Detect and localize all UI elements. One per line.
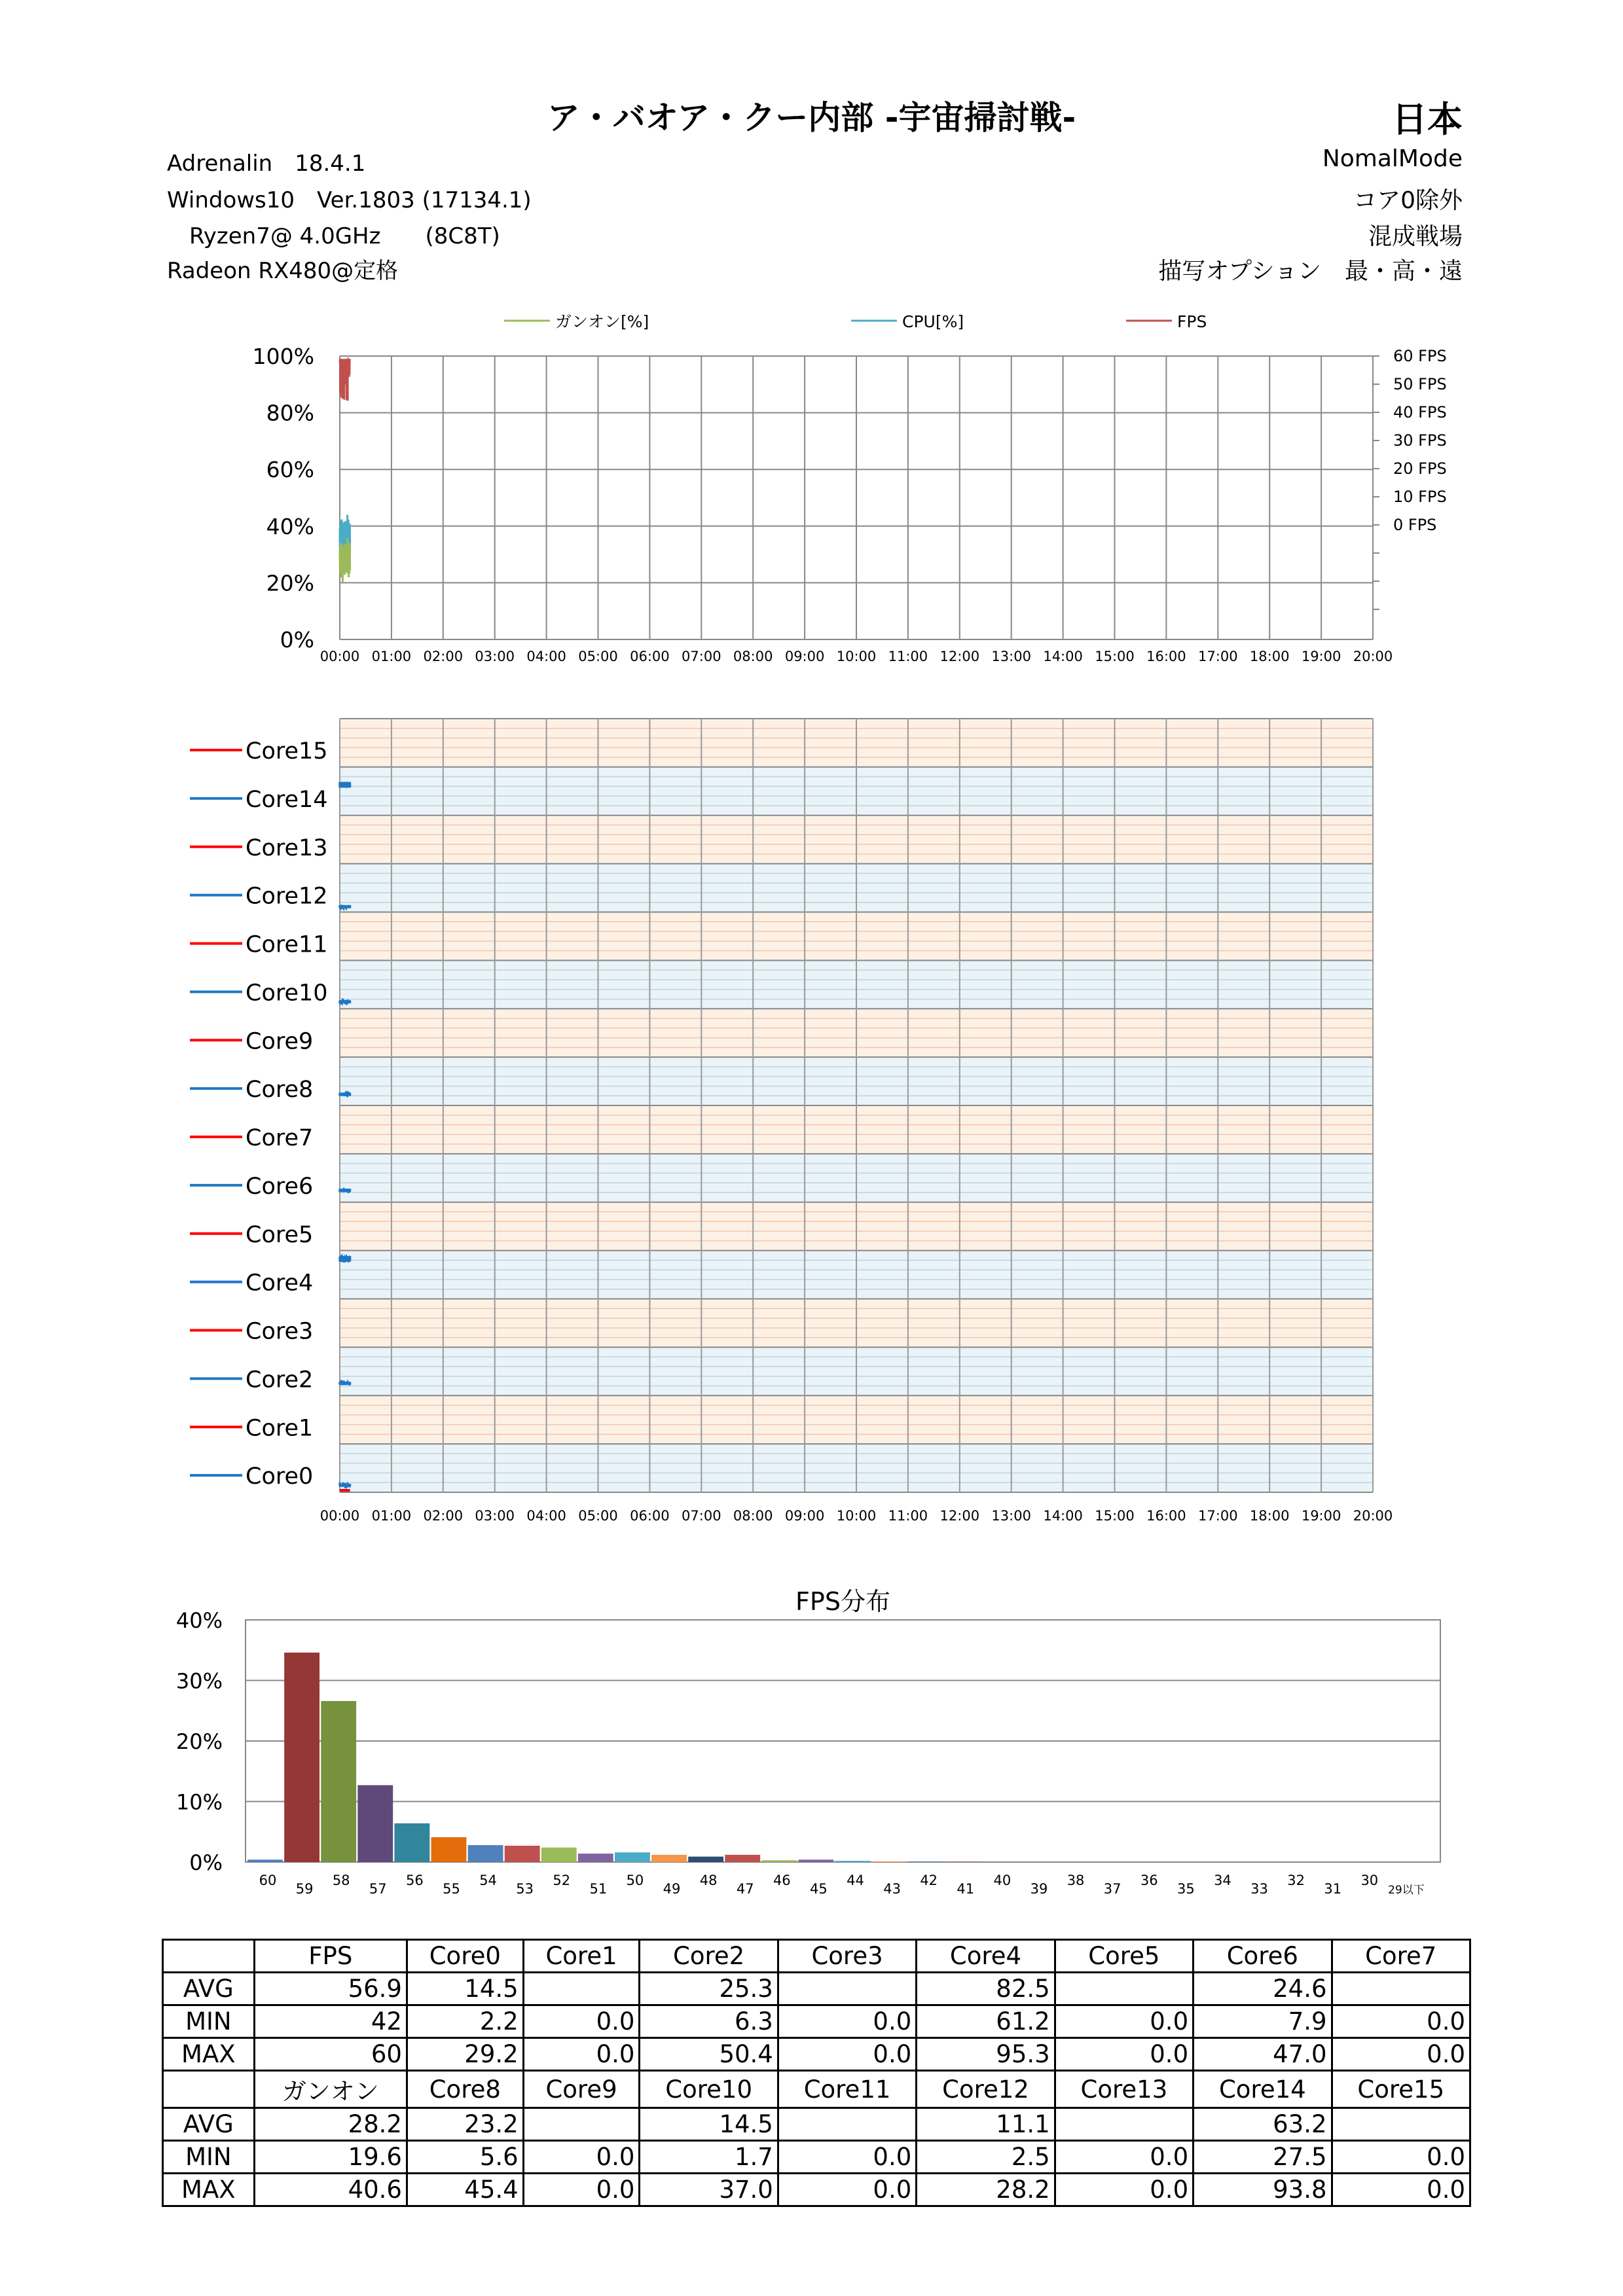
stats-cell: 0.0 [523,2174,640,2206]
stats-row-label: AVG [163,1973,255,2005]
core-x-tick-label: 19:00 [1301,1508,1341,1524]
core-x-tick-label: 13:00 [991,1508,1031,1524]
fps-bar-47 [725,1855,760,1862]
stats-cell [523,1973,640,2005]
dist-x-tick-label: 50 [626,1873,644,1888]
x-tick-label: 16:00 [1146,649,1186,664]
y-tick-label: 100% [252,344,314,369]
stats-column-header: Core11 [778,2071,916,2108]
core-label: Core9 [246,1028,314,1055]
stats-cell: 0.0 [1055,2038,1193,2071]
stats-cell: 63.2 [1194,2108,1332,2141]
dist-x-tick-label: 54 [479,1873,497,1888]
x-tick-label: 08:00 [733,649,773,664]
fps-tick-label: 30 FPS [1393,431,1447,450]
stats-cell: 0.0 [778,2174,916,2206]
fps-tick-label: 50 FPS [1393,375,1447,393]
stats-cell: 56.9 [254,1973,407,2005]
stats-cell: 42 [254,2005,407,2038]
stats-cell: 0.0 [1055,2141,1193,2174]
core6-line [340,1189,350,1192]
stats-row-label: MIN [163,2141,255,2174]
stats-cell: 0.0 [1332,2141,1470,2174]
stats-cell: 37.0 [640,2174,778,2206]
dist-y-tick-label: 40% [175,1608,223,1633]
core-x-tick-label: 08:00 [733,1508,773,1524]
render-options-label: 描写オプション 最・高・遠 [1158,258,1463,285]
core-label: Core15 [246,738,328,765]
stats-cell: 82.5 [917,1973,1055,2005]
fps-tick-label: 20 FPS [1393,459,1447,478]
stats-cell: 14.5 [640,2108,778,2141]
stats-row-label: MAX [163,2174,255,2206]
dist-x-tick-label: 51 [589,1881,608,1897]
dist-x-tick-label: 49 [663,1881,681,1897]
stats-cell: 24.6 [1194,1973,1332,2005]
stats-row [163,1973,1470,2005]
dist-x-tick-label: 31 [1324,1881,1342,1897]
core-x-tick-label: 05:00 [578,1508,618,1524]
core-x-tick-label: 01:00 [371,1508,412,1524]
dist-x-tick-label: 39 [1030,1881,1048,1897]
stats-cell: 2.2 [407,2005,523,2038]
stats-cell: 0.0 [778,2141,916,2174]
mode-label: NomalMode [1322,145,1463,172]
game-usage-line [340,538,350,582]
fps-bar-50 [615,1852,650,1862]
core-exclusion-label: コア0除外 [1353,187,1463,214]
x-tick-label: 05:00 [578,649,618,664]
fps-bar-46 [761,1860,797,1862]
dist-x-tick-label: 34 [1214,1873,1231,1888]
core-label: Core8 [246,1077,314,1103]
core-label: Core14 [246,786,328,813]
stats-cell: 0.0 [778,2005,916,2038]
stats-cell: 28.2 [254,2108,407,2141]
dist-x-tick-label: 46 [773,1873,791,1888]
stats-row [163,2108,1470,2141]
core-label: Core1 [246,1415,314,1442]
core-x-tick-label: 12:00 [939,1508,980,1524]
stats-cell: 0.0 [1332,2174,1470,2206]
core-label: Core6 [246,1173,314,1200]
dist-x-tick-label: 32 [1287,1873,1305,1888]
core-label: Core2 [246,1367,314,1393]
battle-type-label: 混成戦場 [1368,223,1463,250]
dist-x-tick-label: 43 [883,1881,901,1897]
driver-version: Adrenalin 18.4.1 [167,151,366,177]
x-tick-label: 12:00 [939,649,980,664]
stats-cell: 23.2 [407,2108,523,2141]
x-tick-label: 03:00 [475,649,515,664]
x-tick-label: 13:00 [991,649,1031,664]
fps-bar-53 [505,1846,540,1862]
page-title: ア・バオア・クー内部 -宇宙掃討戦- [547,99,1076,137]
dist-x-tick-label: 53 [516,1881,534,1897]
dist-x-tick-label: 56 [406,1873,424,1888]
stats-cell: 0.0 [1332,2005,1470,2038]
dist-x-tick-label: 33 [1250,1881,1268,1897]
x-tick-label: 11:00 [888,649,928,664]
fps-bar-52 [541,1848,577,1862]
stats-row [163,2141,1470,2174]
stats-cell: 95.3 [917,2038,1055,2071]
stats-table [162,1939,1471,2207]
stats-column-header: Core0 [407,1940,523,1973]
y-tick-label: 40% [266,513,314,539]
stats-cell: 0.0 [523,2005,640,2038]
core14-line [340,782,350,788]
fps-tick-label: 40 FPS [1393,403,1447,422]
core-x-tick-label: 15:00 [1095,1508,1135,1524]
core12-line [340,905,350,908]
dist-x-tick-label: 41 [957,1881,975,1897]
x-tick-label: 04:00 [526,649,566,664]
fps-bar-44 [835,1861,871,1862]
dist-x-tick-label: 44 [847,1873,864,1888]
stats-row-label: MAX [163,2038,255,2071]
core-label: Core11 [246,931,328,958]
stats-cell: 1.7 [640,2141,778,2174]
fps-bar-49 [651,1855,687,1862]
x-tick-label: 07:00 [682,649,721,664]
dist-x-tick-label: 59 [295,1881,314,1897]
dist-y-tick-label: 20% [175,1729,223,1754]
core-x-tick-label: 07:00 [682,1508,721,1524]
dist-y-tick-label: 30% [175,1668,223,1694]
stats-cell: 29.2 [407,2038,523,2071]
fps-bar-48 [688,1857,723,1862]
stats-row [163,2038,1470,2071]
stats-cell [523,2108,640,2141]
stats-column-header: Core2 [640,1940,778,1973]
dist-x-tick-label: 55 [443,1881,460,1897]
dist-x-tick-label: 52 [553,1873,571,1888]
dist-x-tick-label: 58 [332,1873,350,1888]
dist-x-tick-label: 48 [699,1873,718,1888]
stats-cell: 6.3 [640,2005,778,2038]
stats-cell: 11.1 [917,2108,1055,2141]
core-x-tick-label: 04:00 [526,1508,566,1524]
dist-x-tick-label: 60 [259,1873,277,1888]
legend-label: ガンオン[%] [555,312,649,331]
stats-cell: 7.9 [1194,2005,1332,2038]
core-x-tick-label: 03:00 [475,1508,515,1524]
dist-x-tick-label: 57 [369,1881,387,1897]
legend-label: CPU[%] [902,312,964,331]
dist-x-tick-label: 35 [1176,1881,1195,1897]
fps-bar-55 [431,1837,467,1862]
stats-cell: 93.8 [1194,2174,1332,2206]
stats-column-header: Core5 [1055,1940,1193,1973]
stats-cell: 28.2 [917,2174,1055,2206]
stats-header-row [163,1940,1470,1973]
stats-cell: 14.5 [407,1973,523,2005]
core10-line [340,1000,350,1003]
x-tick-label: 19:00 [1301,649,1341,664]
stats-cell [778,1973,916,2005]
stats-column-header: Core6 [1194,1940,1332,1973]
fps-line [340,359,350,401]
cpu-spec: Ryzen7@ 4.0GHz (8C8T) [167,223,500,249]
stats-cell: 0.0 [523,2141,640,2174]
dist-x-tick-label: 37 [1103,1881,1122,1897]
stats-column-header: Core14 [1194,2071,1332,2108]
core-label: Core4 [246,1270,314,1297]
fps-bar-56 [394,1823,429,1862]
x-tick-label: 18:00 [1249,649,1290,664]
fps-tick-label: 60 FPS [1393,347,1447,365]
os-version: Windows10 Ver.1803 (17134.1) [167,187,532,213]
x-tick-label: 17:00 [1198,649,1238,664]
stats-cell [1332,2108,1470,2141]
x-tick-label: 14:00 [1043,649,1083,664]
stats-column-header: Core8 [407,2071,523,2108]
fps-bar-60 [247,1859,283,1862]
fps-bar-42 [909,1861,944,1862]
core-x-tick-label: 14:00 [1043,1508,1083,1524]
dist-y-tick-label: 0% [189,1850,223,1875]
core-label: Core0 [246,1463,314,1490]
core-x-tick-label: 16:00 [1146,1508,1186,1524]
stats-cell [1055,1973,1193,2005]
stats-column-header: Core13 [1055,2071,1193,2108]
core-label: Core12 [246,883,328,910]
stats-cell: 0.0 [523,2038,640,2071]
stats-row [163,2005,1470,2038]
stats-cell [1332,1973,1470,2005]
stats-header-row [163,2071,1470,2108]
usage-fps-chart [0,295,1623,687]
dist-x-tick-label: 30 [1360,1873,1379,1888]
dist-x-tick-label: 29以下 [1388,1884,1425,1897]
fps-tick-label: 10 FPS [1393,488,1447,506]
stats-cell [1055,2108,1193,2141]
stats-column-header: Core3 [778,1940,916,1973]
fps-bar-58 [321,1701,356,1862]
stats-row-label [163,1940,255,1973]
gpu-spec: Radeon RX480@定格 [167,258,399,284]
y-tick-label: 60% [266,457,314,483]
x-tick-label: 02:00 [423,649,464,664]
core-x-tick-label: 10:00 [836,1508,877,1524]
core-x-tick-label: 11:00 [888,1508,928,1524]
core-label: Core13 [246,834,328,861]
y-tick-label: 0% [280,627,314,653]
legend-label: FPS [1177,312,1207,331]
stats-column-header: Core1 [523,1940,640,1973]
core-label: Core10 [246,980,328,1007]
fps-distribution-chart [0,1584,1623,1911]
core-x-tick-label: 18:00 [1249,1508,1290,1524]
stats-cell [778,2108,916,2141]
stats-cell: 50.4 [640,2038,778,2071]
stats-row-label [163,2071,255,2108]
core-x-tick-label: 17:00 [1198,1508,1238,1524]
stats-cell: 2.5 [917,2141,1055,2174]
core8-line [340,1092,350,1096]
stats-cell: 0.0 [1055,2005,1193,2038]
core4-line [340,1256,350,1262]
x-tick-label: 20:00 [1353,649,1393,664]
dist-x-tick-label: 47 [736,1881,754,1897]
core-x-tick-label: 20:00 [1353,1508,1393,1524]
stats-cell: 5.6 [407,2141,523,2174]
dist-x-tick-label: 42 [920,1873,938,1888]
core0-line [340,1484,350,1487]
stats-column-header: Core7 [1332,1940,1470,1973]
x-tick-label: 10:00 [836,649,877,664]
stats-column-header: Core15 [1332,2071,1470,2108]
core-x-tick-label: 02:00 [423,1508,464,1524]
fps-bar-45 [798,1859,833,1862]
stats-cell: 47.0 [1194,2038,1332,2071]
stats-cell: 0.0 [778,2038,916,2071]
stats-cell: 45.4 [407,2174,523,2206]
stats-column-header: Core10 [640,2071,778,2108]
core-x-tick-label: 09:00 [784,1508,825,1524]
fps-bar-54 [468,1845,503,1862]
x-tick-label: 06:00 [630,649,670,664]
stats-row-label: AVG [163,2108,255,2141]
stats-column-header: Core4 [917,1940,1055,1973]
fps-bar-59 [284,1653,319,1862]
x-tick-label: 09:00 [784,649,825,664]
fps-bar-43 [872,1861,907,1862]
stats-cell: 19.6 [254,2141,407,2174]
region-label: 日本 [1392,99,1463,140]
core-x-tick-label: 06:00 [630,1508,670,1524]
stats-row-label: MIN [163,2005,255,2038]
stats-cell: 0.0 [1055,2174,1193,2206]
stats-cell: 27.5 [1194,2141,1332,2174]
y-tick-label: 80% [266,400,314,426]
fps-tick-label: 0 FPS [1393,516,1437,534]
dist-x-tick-label: 45 [810,1881,828,1897]
core-label: Core5 [246,1221,314,1248]
dist-x-tick-label: 40 [993,1873,1012,1888]
x-tick-label: 00:00 [319,649,360,664]
stats-cell: 61.2 [917,2005,1055,2038]
core-label: Core7 [246,1125,314,1152]
dist-y-tick-label: 10% [175,1789,223,1815]
dist-x-tick-label: 36 [1140,1873,1158,1888]
x-tick-label: 15:00 [1095,649,1135,664]
x-tick-label: 01:00 [371,649,412,664]
y-tick-label: 20% [266,570,314,596]
stats-cell: 40.6 [254,2174,407,2206]
stats-column-header: Core9 [523,2071,640,2108]
stats-column-header: FPS [254,1940,407,1973]
core-x-tick-label: 00:00 [319,1508,360,1524]
stats-row [163,2174,1470,2206]
stats-cell: 25.3 [640,1973,778,2005]
core-label: Core3 [246,1318,314,1345]
stats-column-header: Core12 [917,2071,1055,2108]
dist-x-tick-label: 38 [1067,1873,1085,1888]
core-usage-chart [0,707,1623,1545]
core2-line [340,1382,350,1385]
fps-bar-57 [357,1785,393,1862]
stats-cell: 0.0 [1332,2038,1470,2071]
fps-bar-51 [578,1854,613,1862]
stats-cell: 60 [254,2038,407,2071]
dist-title: FPS分布 [795,1587,890,1616]
stats-column-header: ガンオン [254,2071,407,2108]
